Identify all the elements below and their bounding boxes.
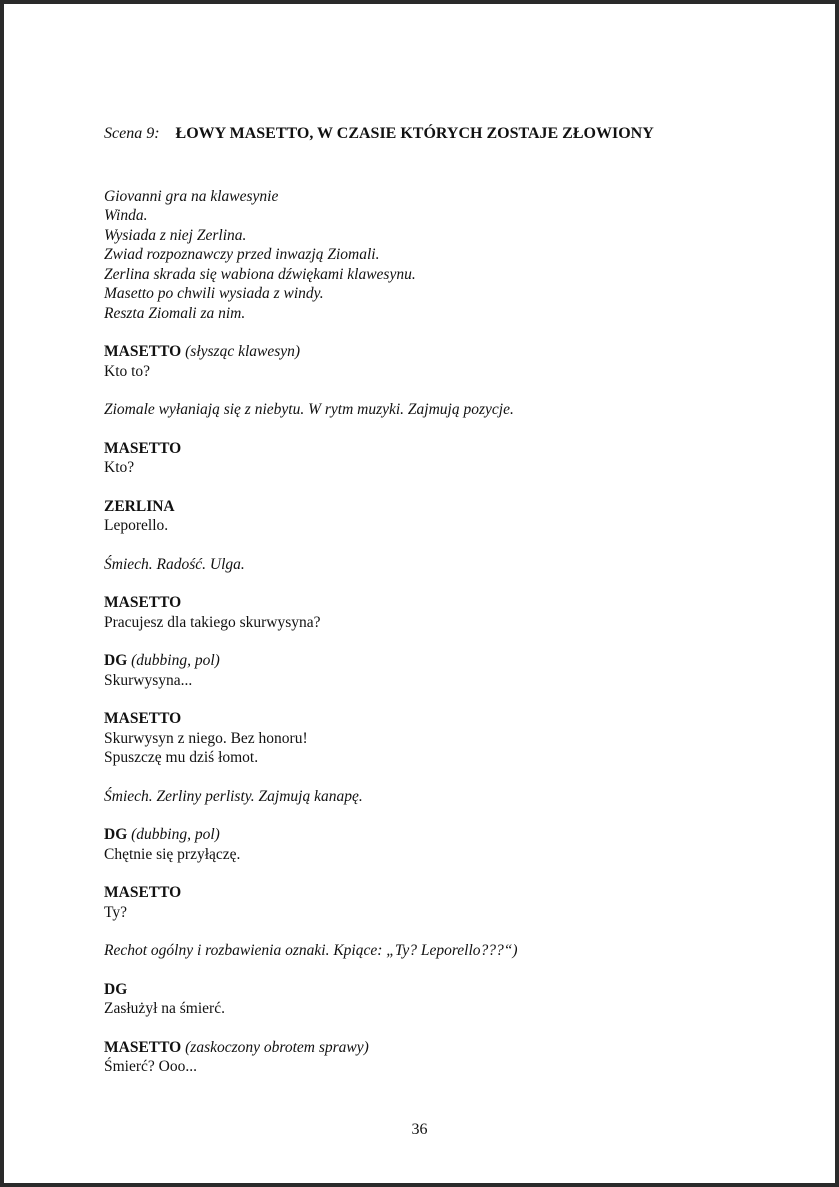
speaker-line — [104, 439, 804, 459]
dialogue-line: Ty? — [104, 903, 128, 921]
dialogue-block — [104, 497, 804, 536]
stage-direction — [104, 941, 804, 961]
stage-direction-line: Śmiech. Zerliny perlisty. Zajmują kanapę. — [104, 787, 363, 805]
speaker-name: MASETTO — [104, 884, 182, 901]
stage-direction-line: Wysiada z niej Zerlina. — [104, 226, 247, 244]
dialogue-line: Kto? — [104, 459, 135, 476]
scene-label: Scena 9: — [104, 125, 160, 142]
stage-direction — [104, 187, 804, 324]
speaker-parenthetical: (słysząc klawesyn) — [185, 343, 301, 360]
scene-heading — [104, 124, 804, 144]
dialogue-block — [104, 825, 804, 864]
speaker-name: DG — [104, 980, 128, 998]
speaker-line — [104, 342, 804, 362]
dialogue-line: Śmierć? Ooo... — [104, 1058, 197, 1075]
page-number: 36 — [411, 1121, 428, 1138]
dialogue-line: Kto to? — [104, 362, 151, 380]
speaker-name: MASETTO — [104, 343, 182, 360]
stage-direction-line: Śmiech. Radość. Ulga. — [104, 555, 245, 573]
stage-direction — [104, 555, 804, 575]
stage-direction-line: Giovanni gra na klawesynie — [104, 187, 279, 205]
speaker-name: DG — [104, 652, 128, 669]
dialogue-line: Skurwysyna... — [104, 671, 193, 689]
script-blocks — [104, 187, 804, 1077]
dialogue-block — [104, 709, 804, 768]
stage-direction — [104, 400, 804, 420]
speaker-parenthetical: (dubbing, pol) — [131, 652, 220, 669]
stage-direction-line: Winda. — [104, 207, 148, 224]
stage-direction-line: Reszta Ziomali za nim. — [104, 304, 246, 322]
scene-title: ŁOWY MASETTO, W CZASIE KTÓRYCH ZOSTAJE ZŁOWIONY — [175, 125, 654, 142]
speaker-line — [104, 651, 804, 671]
speaker-line — [104, 593, 804, 613]
speaker-name: MASETTO — [104, 439, 182, 457]
dialogue-line: Chętnie się przyłączę. — [104, 845, 241, 863]
speaker-parenthetical: (dubbing, pol) — [131, 826, 220, 843]
speaker-name: MASETTO — [104, 710, 182, 727]
stage-direction-line: Zwiad rozpoznawczy przed inwazją Ziomali. — [104, 246, 380, 263]
stage-direction — [104, 787, 804, 807]
dialogue-line: Skurwysyn z niego. Bez honoru! — [104, 729, 308, 747]
dialogue-line: Spuszczę mu dziś łomot. — [104, 749, 259, 766]
dialogue-block — [104, 980, 804, 1019]
speaker-line — [104, 709, 804, 729]
speaker-parenthetical: (zaskoczony obrotem sprawy) — [185, 1038, 369, 1056]
stage-direction-line: Rechot ogólny i rozbawienia oznaki. Kpiące: „Ty? Leporello???“) — [104, 942, 518, 959]
speaker-name: ZERLINA — [104, 497, 175, 515]
speaker-line — [104, 883, 804, 903]
dialogue-block — [104, 593, 804, 632]
dialogue-line: Leporello. — [104, 517, 169, 534]
speaker-name: DG — [104, 826, 128, 843]
dialogue-line: Pracujesz dla takiego skurwysyna? — [104, 613, 321, 631]
stage-direction-line: Zerlina skrada się wabiona dźwiękami klawesynu. — [104, 265, 416, 283]
speaker-line — [104, 825, 804, 845]
speaker-line — [104, 497, 804, 517]
dialogue-block — [104, 439, 804, 478]
speaker-name: MASETTO — [104, 594, 182, 611]
dialogue-block — [104, 651, 804, 690]
dialogue-block — [104, 883, 804, 922]
dialogue-block — [104, 1038, 804, 1077]
speaker-line — [104, 1038, 804, 1058]
stage-direction-line: Ziomale wyłaniają się z niebytu. W rytm muzyki. Zajmują pozycje. — [104, 401, 514, 418]
speaker-line — [104, 980, 804, 1000]
speaker-name: MASETTO — [104, 1038, 182, 1056]
dialogue-block — [104, 342, 804, 381]
script-body — [104, 124, 804, 1096]
dialogue-line: Zasłużył na śmierć. — [104, 1000, 225, 1017]
stage-direction-line: Masetto po chwili wysiada z windy. — [104, 285, 324, 302]
